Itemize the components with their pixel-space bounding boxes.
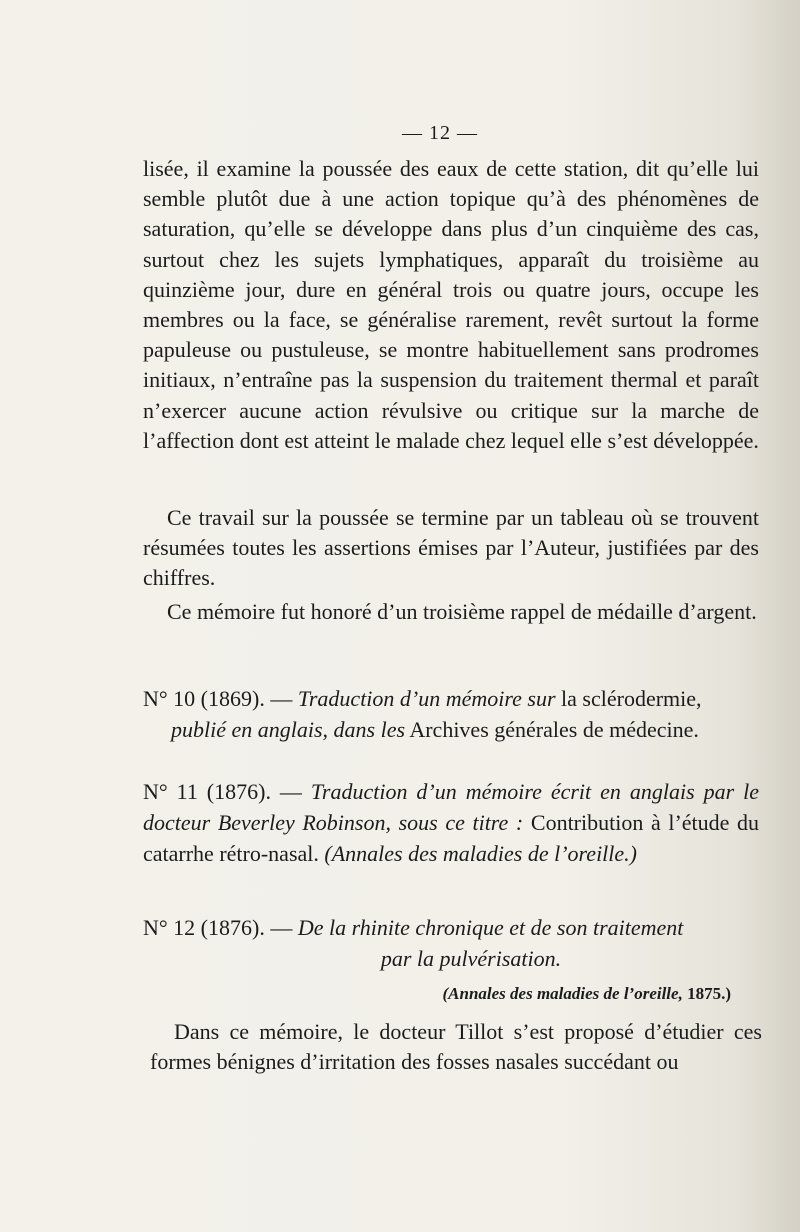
paragraph-medaille: Ce mémoire fut honoré d’un troisième rappel de médaille d’argent. <box>167 599 757 624</box>
entry-12-line <box>143 912 759 974</box>
entry-10-journal: Archives générales de médecine. <box>409 717 699 742</box>
entry-12-title-line2 <box>143 943 759 974</box>
entry-12-source: (Annales des maladies de l’oreille, <box>442 984 683 1003</box>
entry-10-line <box>143 683 759 745</box>
bibliography-entry-11 <box>143 776 759 869</box>
text-block-continuation <box>150 1017 762 1077</box>
entry-10-title-italic: Traduction d’un mémoire sur <box>297 686 556 711</box>
paragraph-poussee: lisée, il examine la poussée des eaux de cette station, dit qu’elle lui semble plutôt due à une action topique qu’à des phénomènes de saturation, qu’elle se développe dans plus d’un cinquième des cas, surtout chez les sujets lymphatiques, apparaît du troisième au quinzième jour, dure en général trois ou quatre jours, occupe les membres ou la face, se généralise rarement, revêt surtout la forme papuleuse ou pustuleuse, se montre habituellement sans prodromes initiaux, n’entraîne pas la suspension du traitement thermal et paraît n’exercer aucune action révulsive ou critique sur la marche de l’affection dont est atteint le malade chez lequel elle s’est développée. <box>143 156 759 453</box>
paragraph-tableau: Ce travail sur la poussée se termine par un tableau où se trouvent résumées toutes les assertions émises par l’Auteur, justifiées par des chiffres. <box>143 505 759 591</box>
entry-10-number: N° 10 (1869). — <box>143 686 293 711</box>
entry-11-title-roman: Contribution à l’étude du catarrhe rétro-nasal. <box>143 810 760 866</box>
entry-12-title-italic: De la rhinite chronique et de son traitement <box>297 915 684 940</box>
entry-11-title-italic: Traduction d’un mémoire écrit en anglais par le docteur Beverley Robinson, sous ce titre : <box>143 779 759 835</box>
entry-12-source-year: 1875.) <box>687 984 731 1003</box>
entry-11-source: (Annales des maladies de l’oreille.) <box>324 841 637 866</box>
entry-12-title-italic-2: par la pulvérisation. <box>380 946 562 971</box>
text-block-summary <box>143 503 759 594</box>
entry-12-number: N° 12 (1876). — <box>143 915 293 940</box>
text-block-honor <box>143 597 759 627</box>
entry-10-title-roman: la sclérodermie, <box>561 686 702 711</box>
bibliography-entry-12 <box>143 912 759 1004</box>
text-block-main <box>143 154 759 456</box>
entry-10-published-italic: publié en anglais, dans les <box>171 717 406 742</box>
entry-12-source-line <box>143 984 759 1004</box>
entry-10-line2 <box>143 714 759 745</box>
page-number: — 12 — <box>402 122 478 144</box>
paragraph-tillot: Dans ce mémoire, le docteur Tillot s’est proposé d’étudier ces formes bénignes d’irritation des fosses nasales succédant ou <box>150 1019 762 1075</box>
entry-11-text <box>143 776 759 869</box>
bibliography-entry-10 <box>143 683 759 745</box>
entry-11-number: N° 11 (1876). — <box>143 779 302 804</box>
